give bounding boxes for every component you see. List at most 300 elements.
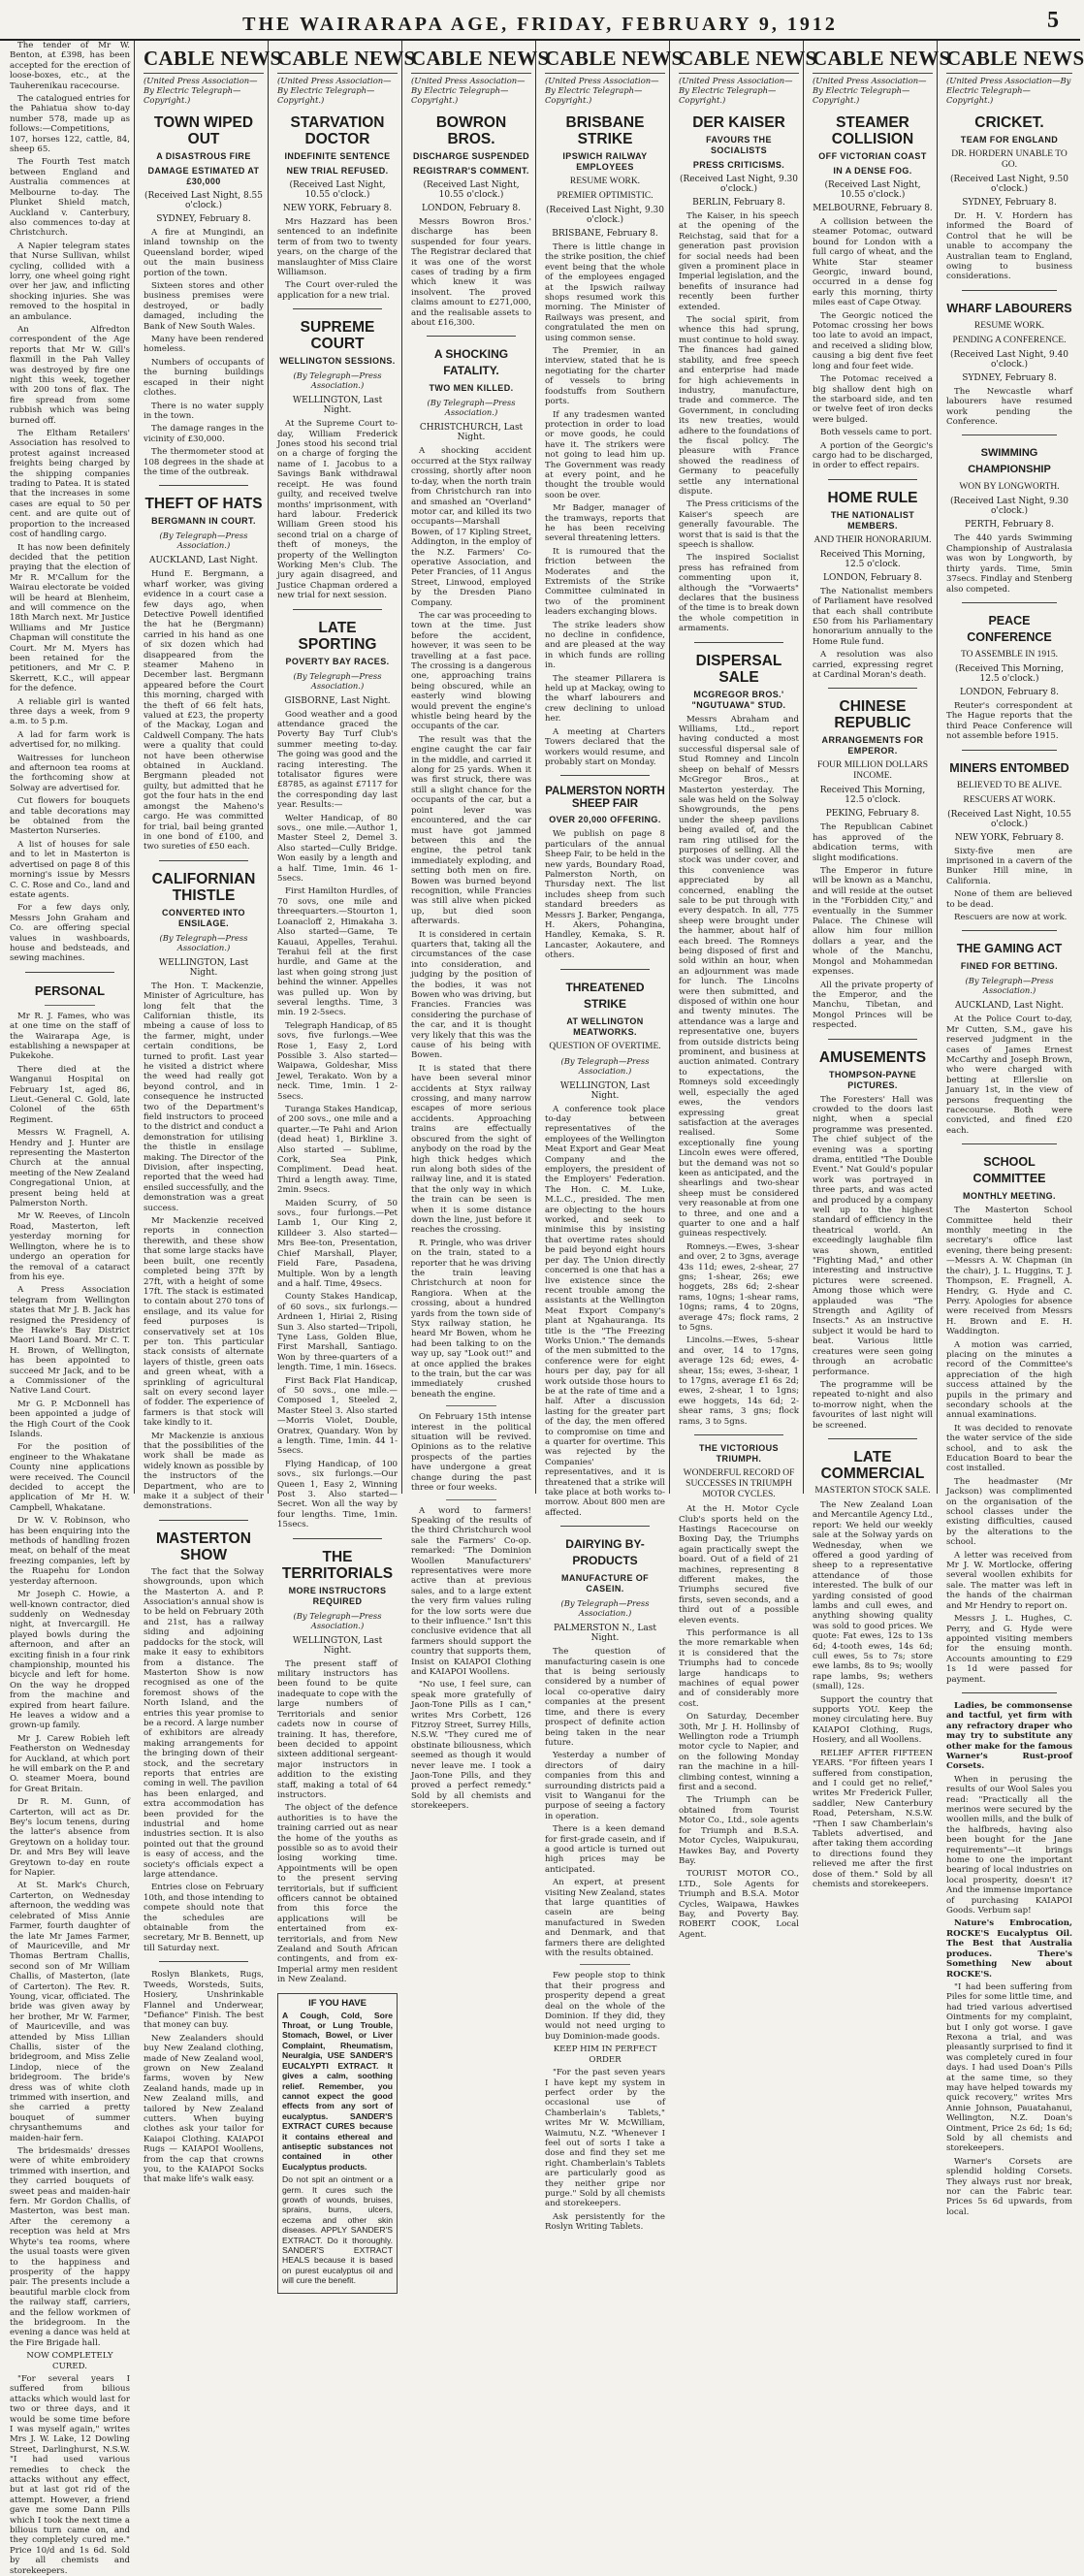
paragraph: A list of houses for sale and to let in Masterton is advertised on page 8 of this morning's issue by Messrs C. C. Rose and Co., land and estate agents. <box>10 839 130 900</box>
dateline: AUCKLAND, Last Night. <box>149 556 258 566</box>
headline-late-sporting: LATE SPORTING <box>298 619 377 653</box>
page-number: 5 <box>1047 8 1059 33</box>
dateline: LONDON, February 8. <box>823 572 922 583</box>
ad-headline: THE VICTORIOUS TRIUMPH. <box>699 1443 779 1465</box>
paragraph: If any tradesmen wanted protection in order to load or move goods, he could have it. The strikers were not going to lead him up. The Government was ready at every point, and he thought the trouble would soon be over. <box>545 409 665 500</box>
paragraph: The headmaster (Mr Jackson) was complimented on the organisation of the school classes under the existing difficulties, caused by the alterations to the school. <box>946 1476 1072 1548</box>
paragraph: The social spirit, from whence this had sprung, must continue to hold sway. The finances had gained stability, and free speech and enterprise had made for high achievements in industry, manufacture, trade and commerce. The Government, in concluding its new treaties, would adhere to the foundations of the fiscal policy. The pleasure with France showed the readiness of Germany to peacefully settle any international dispute. <box>679 315 799 497</box>
paragraph: It is stated that there have been several minor accidents at Styx railway crossing, and many narrow escapes of more serious accidents. Approaching trains are effectually obscured from the sight of anybody on the road by the high thick hedges which run along both sides of the railway line, and it is stated that the only way in which the train can be seen is when it is some distance down the line, just before it reaches the crossing. <box>411 1063 531 1236</box>
paragraph: None of them are believed to be dead. <box>946 889 1072 910</box>
paragraph: The Fourth Test match between England and Australia commences at Melbourne to-day. The Plunket Shield match, Auckland v. Canterbury, also commences to-day at Christchurch. <box>10 157 130 239</box>
ad-paragraph: "No use, I feel sure, can speak more gratefully of Jaon-Tone Pills as I can," writes Mrs Corbett, 126 Fitzroy Street, Surrey Hills, N.S.W. "They cured me of obstinate biliousness, which seemed as though it would never leave me. I took a Jaon-Tone Pills, and they proved a perfect remedy." Sold by all chemists and storekeepers. <box>411 1680 531 1812</box>
subhead: CONVERTED INTO ENSILAGE. <box>162 907 245 928</box>
subhead: IN A DENSE FOG. <box>833 166 912 176</box>
paragraph: Mr Mackenzie is anxious that the possibilities of the work shall be made as widely known as possible by the instructors of the Department, who are to make it a subject of their demonstrations. <box>143 1431 264 1512</box>
ad-paragraph: "For several years I suffered from bilious attacks which would last for two or three days, and it would be some time before I was myself again," writes Mrs J. W. Lake, 12 Dowling Street, Darlinghurst, N.S.W. "I had used various remedies to check the attacks without any effect, but at last got rid of the attempt. However, a friend gave me some Dann Pills which I took the next time a bilious turn came on, and they completely cured me." Price 10/d and 1s 6d. Sold by all chemists and storekeepers. <box>10 2373 130 2576</box>
headline-sheep-fair: PALMERSTON NORTH SHEEP FAIR <box>545 786 665 811</box>
paragraph: The object of the defence authorities is to have the training carried out as near the home of the youths as possible so as to avoid their losing working time. Appointments will be open to the present serving territorials, but if sufficient officers cannot be obtained from this force the applications will be entertained from ex-territorials, and from New Zealand and South African contingents, and from ex-Imperial army men resident in New Zealand. <box>277 1803 398 1985</box>
ad-paragraph: At the H. Motor Cycle Club's sports held on the Hastings Racecourse on Boxing Day, the Triumphs again practically swept the board. Out of a field of 21 machines, representing 8 different makes, the Triumphs secured five firsts, seven seconds, and a third out of a possible eleven events. <box>679 1504 799 1626</box>
ad-paragraph: A word to farmers! Speaking of the results of the third Christchurch wool sale the Farmers' Co-op. remarked: "The Dominion Woollen Manufacturers' representatives were more active than at previous sales, and to a large extent the very firm values ruling for the low sorts were due to their influence." Isn't this conclusive evidence that all farmers should support the country that supports them, Insist on KAIAPOI Clothing and KAIAPOI Woollens. <box>411 1505 531 1677</box>
divider <box>828 688 917 689</box>
paragraph: The Emperor in future will be known as a Manchu, and will reside at the outset in the "Forbidden City," and eventually in the Summer Palace. The Chinese will allow him four million dollars a year, and the whole of the Manchu, Mongol and Mohammedan expenses. <box>813 866 933 978</box>
subhead: MANUFACTURE OF CASEIN. <box>560 1573 650 1594</box>
subhead: WONDERFUL RECORD OF SUCCESSES IN TRIUMPH MOTOR CYCLES. <box>683 1468 795 1500</box>
headline-steamer-collision: STEAMER COLLISION <box>831 114 914 147</box>
paragraph: It is rumoured that the friction between the Moderates and the Extremists of the Strike Committee culminated in two of the prominent leaders exchanging blows. <box>545 546 665 618</box>
paragraph: At St. Mark's Church, Carterton, on Wednesday afternoon, the wedding was celebrated of Miss Annie Farmer, fourth daughter of the late Mr James Farmer, of Mauriceville, and Mr Thomas Bertram Challis, second son of Mr William Challis, of Masterton, (late of Carterton). The Rev. R. Young, vicar, officiated. The bride was given away by her brother, Mr W. Farmer, of Mauriceville, and was attended by Miss Lillian Challis, sister of the bridegroom, and Miss Zelie Lindop, niece of the bridegroom. The bride's dress was of white cloth trimmed with insertion, and she carried a pretty bouquet of summer chrysanthemums and maiden-hair fern. <box>10 1881 130 2143</box>
ad-title: IF YOU HAVE <box>308 1997 367 2009</box>
dateline: MELBOURNE, February 8. <box>813 204 933 213</box>
ad-paragraph: Ask persistently for the Roslyn Writing Tablets. <box>545 2211 665 2233</box>
paragraph: There is no water supply in the town. <box>143 401 264 421</box>
paragraph: The car was proceeding to town at the time. Just before the accident, however, it was seen to be travelling at a fast pace. The crossing is a dangerous one, approaching trains being obscured, while an easterly wind blowing would prevent the engine's whistle being heard by the occupants of the car. <box>411 610 531 732</box>
headline-late-commercial: LATE COMMERCIAL <box>820 1448 925 1482</box>
paragraph: There is a keen demand for first-grade casein, and if a good article is turned out high prices may be anticipated. <box>545 1824 665 1875</box>
headline-brisbane-strike: BRISBANE STRIKE <box>565 114 645 147</box>
dateline: WELLINGTON, Last Night. <box>158 957 249 978</box>
subhead: THE NATIONALIST MEMBERS. <box>830 509 915 531</box>
paragraph: A resolution was also carried, expressing regret at Cardinal Moran's death. <box>813 650 933 680</box>
subhead: PRESS CRITICISMS. <box>692 160 785 170</box>
advertisement-box <box>277 1993 398 2294</box>
paragraph: Telegraph Handicap, of 85 sovs, five furlongs.—Wee Rose 1, Easy 2, Lord Possible 3. Also started—Waipawa, Goldeshar, Miss Jewel, Terakato. Won by a neck. Time, 1min. 1 2-5secs. <box>277 1020 398 1102</box>
subhead: POVERTY BAY RACES. <box>285 656 390 666</box>
paragraph: A motion was carried, placing on the minutes a record of the Committee's appreciation of the high success attained by the pupils in the primary and secondary schools at the annual examinations. <box>946 1339 1072 1421</box>
paragraph: A Press Association telegram from Wellington states that Mr J. B. Jack has resigned the Presidency of the Hawke's Bay District Maori Land Board. Mr C. T. H. Brown, of Wellington, has been appointed to succeed Mr Jack, and to be a Commissioner of the Native Land Court. <box>10 1285 130 1397</box>
dateline: WELLINGTON, Last Night. <box>292 396 383 416</box>
received-line: (Received Last Night, 10.55 o'clock.) <box>423 180 520 200</box>
credit-line: (By Telegraph—Press Association.) <box>560 1598 650 1619</box>
paragraph: A meeting at Charters Towers declared that the workers would resume, and probably start on Monday. <box>545 726 665 767</box>
section-heading-cable-news: CABLE NEWS <box>545 47 665 74</box>
ad-paragraph: The Triumph can be obtained from Tourist Motor Co., Ltd., sole agents for Triumph and B.S.A. Motor Cycles, Waipukurau, Hawkes Bay, and Poverty Bay. <box>679 1795 799 1866</box>
ad-paragraph: Few people stop to think that their progress and prosperity depend a great deal on the whole of the Dominion. If they did, they would not need urging to buy Dominion-made goods. <box>545 1971 665 2042</box>
headline-masterton-show: MASTERTON SHOW <box>156 1530 251 1563</box>
ad-paragraph: Warner's Corsets are splendid holding Corsets. They always rust nor break, nor can the Fabric tear. Prices 5s 6d upwards, from local. <box>946 2156 1072 2217</box>
divider <box>446 1405 496 1406</box>
paragraph: A shocking accident occurred at the Styx railway crossing, shortly after noon to-day, when the north train from Christchurch ran into and smashed an "Overland" motor car, and killed its two occupants—Marshall Bowen, of 17 Kipling Street, Addington, in the employ of the N.Z. Farmers' Co-operative Association, and Peter Francies, of 11 Angus Street, Linwood, employed by the Dresden Piano Company. <box>411 446 531 608</box>
paragraph: The fact that the Solway showgrounds, upon which the Masterton A. and P. Association's annual show is to be held on February 20th and 21st, has a railway siding and adjoining paddocks for the stock, will make it easy to exhibitors from a distance. The Masterton Show is now recognised as one of the foremost shows of the North Island, and the entries this year promise to be a record. A large number of exhibitors are already making arrangements for the bringing down of their stock, and the secretary reports that entries are coming in well. The pavilion has been enlarged, and extra accommodation has been provided for the industrial and home industries section. It is also pointed out that the ground is easy of access, and the society's officials expect a large attendance. <box>143 1566 264 1881</box>
headline-miners-entombed: MINERS ENTOMBED <box>949 760 1069 775</box>
headline-home-rule: HOME RULE <box>827 489 918 506</box>
headline-dispersal-sale: DISPERSAL SALE <box>695 652 782 686</box>
paragraph: The New Zealand Loan and Mercantile Agency Ltd., report: We held our weekly sale at the Solway yards on Wednesday, when we offered a good yarding of sheep to a representative attendance of those interested. The bulk of our yarding consisted of good lambs and cull ewes, and anything showing quality was sold to good prices. We quote: Fat ewes, 12s to 13s 6d; 4-tooth ewes, 14s 6d; cull ewes, 5s to 7s; store ewe lambs, 8s to 9s; woolly rape lambs, 9s; wethers (small), 12s. <box>813 1499 933 1692</box>
paragraph: Messrs Abraham and Williams, Ltd., report having conducted a most successful dispersal sale of Stud Romney and Lincoln sheep on behalf of Messrs McGregor Bros., at Masterton yesterday. The sale was held on the Solway Showgrounds, the pens under the sheep pavilions being availed of, and the ram ring utilised for the purposes of selling. All the stock was under cover, and this convenience was appreciated by all concerned, enabling the sale to be put through with every despatch. In all, 775 sheep were brought under the hammer, about half of each breed. The Romneys being disposed of first and sold within an hour, when an adjournment was made for lunch. The Lincolns were then submitted, and disposed of within one hour and twenty minutes. The attendance was a large and representative one, buyers from outside districts being prominent, and business at auction animated. Contrary to expectations, the Romneys sold exceedingly well, especially the aged ewes, the vendors expressing great satisfaction at the averages realised. Some exceptionally fine young Lincoln ewes were offered, but the demand was not so keen as anticipated, and the shearlings and two-shear sheep must be considered very reasonable at from one to three, and one and a quarter to one and a half guineas respectively. <box>679 714 799 1240</box>
dateline: SYDNEY, February 8. <box>962 372 1057 383</box>
divider <box>962 750 1057 751</box>
credit-line: (United Press Association—By Electric Telegraph—Copyright.) <box>545 76 659 105</box>
paragraph: The damage ranges in the vicinity of £30,000. <box>143 424 264 444</box>
credit-line: (By Telegraph—Press Association.) <box>159 932 248 952</box>
received-line: (Received Last Night, 9.30 o'clock.) <box>545 206 665 225</box>
subhead: THOMPSON-PAYNE PICTURES. <box>828 1069 917 1090</box>
paragraph: Welter Handicap, of 80 sovs., one mile.—Author 1, Master Steel 2, Demel 3. Also started—Cully Bridge. Won easily by a length and a half. Time, 1min. 46 1-5secs. <box>277 813 398 885</box>
paragraph: A lad for farm work is advertised for, no milking. <box>10 729 130 751</box>
subhead: DR. HORDERN UNABLE TO GO. <box>951 149 1068 170</box>
dateline: GISBORNE, Last Night. <box>284 695 391 706</box>
credit-line: (United Press Association—By Electric Telegraph—Copyright.) <box>277 76 392 105</box>
paragraph: It is considered in certain quarters that, taking all the circumstances of the case into consideration, and judging by the position of the bodies, it was not Bowen who was driving, but Francies. Francies was considering the purchase of the car, and it is thought very likely that this was the cause of his being with Bowen. <box>411 929 531 1061</box>
paragraph: An Alfredton correspondent of the Age reports that Mr W. Gill's flaxmill in the Pah Valley was destroyed by fire one night this week, together with 200 tons of flax. The fire spread from some rubbish which was being burned off. <box>10 324 130 426</box>
dateline: BRISBANE, February 8. <box>552 229 658 239</box>
headline-town-wiped-out: TOWN WIPED OUT <box>153 114 254 147</box>
ad-paragraph: Nature's Embrocation, ROCKE'S Eucalyptus Oil. The Best that Australia produces. There's Something New about ROCKE'S. <box>946 1918 1072 1980</box>
paragraph: An expert, at present visiting New Zealand, states that large quantities of casein are being manufactured in Sweden and Denmark, and that farmers there are delighted with the results obtained. <box>545 1878 665 1959</box>
paragraph: Many have been rendered homeless. <box>143 335 264 355</box>
paragraph: For the position of engineer to the Whakatane County nine applications were received. The Council decided to accept the application of Mr H. W. Campbell, Whakatane. <box>10 1442 130 1513</box>
divider <box>580 1964 630 1965</box>
dateline: AUCKLAND, Last Night. <box>955 1001 1064 1012</box>
divider <box>159 485 248 486</box>
paragraph: The Potomac received a big shallow dent high on the starboard side, and ten or twelve feet of iron decks were bulged. <box>813 374 933 425</box>
headline-cricket: CRICKET. <box>974 114 1044 131</box>
dateline: SYDNEY, February 8. <box>156 214 251 224</box>
headline-gaming-act: THE GAMING ACT <box>956 942 1063 956</box>
paragraph: The Kaiser, in his speech at the opening of the Reichstag, said that for a generation past provision for social needs had been given a prominent place in Imperial legislation, and the benefits of insurance had recently been further extended. <box>679 211 799 312</box>
paragraph: The programme will be repeated to-night and also to-morrow night, when the favourites of last night will be screened. <box>813 1379 933 1431</box>
subhead: OVER 20,000 OFFERING. <box>549 815 661 825</box>
subhead: FOUR MILLION DOLLARS INCOME. <box>817 760 928 782</box>
credit-line: (United Press Association—By Electric Telegraph—Copyright.) <box>946 76 1071 105</box>
paragraph: Mr Joseph C. Howie, a well-known contractor, died suddenly on Wednesday night, at Invercargill. He played bowls during the afternoon, and after an exciting finish in a four rink championship, mounted his bicycle and left for home. On the way he dropped from the machine and expired from heart failure. He leaves a widow and a grown-up family. <box>10 1590 130 1731</box>
headline-der-kaiser: DER KAISER <box>692 114 785 131</box>
paragraph: The question of manufacturing casein is one that is being seriously considered by a number of local co-operative dairy companies at the present time, and there is every prospect of definite action being taken in the near future. <box>545 1647 665 1748</box>
divider <box>962 290 1057 291</box>
subhead: RESCUERS AT WORK. <box>963 794 1056 805</box>
credit-line: (By Telegraph—Press Association.) <box>293 370 382 391</box>
headline-theft-of-hats: THEFT OF HATS <box>144 496 263 513</box>
received-line: (Received Last Night, 9.40 o'clock.) <box>949 349 1069 370</box>
paragraph: A reliable girl is wanted three days a week, from 9 a.m. to 5 p.m. <box>10 696 130 727</box>
column-5 <box>541 41 684 2233</box>
headline-californian-thistle: CALIFORNIAN THISTLE <box>151 870 256 904</box>
paragraph: The steamer Pillarera is held up at Mackay, owing to the wharf labourers and crew declining to unload her. <box>545 673 665 724</box>
credit-line: (By Telegraph—Press Association.) <box>560 1055 650 1076</box>
ad-paragraph: When in perusing the results of our Wool Sales you read: "Practically all the merinos were secured by the woollen mills, and the bulk of the halfbreds, having also been bought for the Jane requirements"—it brings home to one the important bearing of local industries on local prosperity, doesn't it? And the immense importance of purchasing KAIAPOI Goods. Verbum sap! <box>946 1774 1072 1916</box>
credit-line: (By Telegraph—Press Association.) <box>965 976 1054 996</box>
paragraph: Good weather and a good attendance graced the Poverty Bay Turf Club's summer meeting to-day. The going was good and the racing interesting. The totalisator figures were £8785, as against £7117 for the corresponding day last year. Results:— <box>277 709 398 811</box>
subhead: AT WELLINGTON MEATWORKS. <box>566 1015 644 1037</box>
paragraph: The Foresters' Hall was crowded to the doors last night, when a special programme was presented. The chief subject of the evening was a sporting drama, entitled "The Double Event." Nat Gould's popular work was portrayed in three parts, and was acted and produced by a company well up to the highest standard of efficiency in the theatrical world. An exceedingly laughable film was shown, entitled "Fighting Mad," and other interesting and instructive pictures were screened. Among those which were applauded was "The Strength and Agility of Insects." As an instructive subject it would be hard to beat. Various little creatures were seen going through an acrobatic performance. <box>813 1094 933 1377</box>
received-line: (Received Last Night, 9.30 o'clock.) <box>949 497 1069 517</box>
paragraph: Flying Handicap, of 100 sovs., six furlongs.—Our Queen 1, Easy 2, Winning Post 3. Also started—Secret. Won all the way by four lengths. Time, 1min. 15secs. <box>277 1459 398 1530</box>
divider <box>694 642 783 643</box>
divider <box>560 969 650 970</box>
paragraph: Maiden Scurry, of 50 sovs., four furlongs.—Pet Lamb 1, Our King 2, Killdeer 3. Also started—Mrs Bee-ton, Presentation, Chief Marshall, Player, Field Fare, Pasadena, Multiple. Won by a length and a half. Time, 49secs. <box>277 1198 398 1289</box>
paragraph: Entries close on February 10th, and those intending to compete should note that the schedules are obtainable from the secretary, Mr B. Bennett, up till Saturday next. <box>143 1883 264 1953</box>
subhead: MASTERTON STOCK SALE. <box>814 1485 931 1496</box>
subhead: ARRANGEMENTS FOR EMPEROR. <box>821 735 924 757</box>
credit-line: (United Press Association—By Electric Telegraph—Copyright.) <box>679 76 793 105</box>
received-line: (Received Last Night, 10.55 o'clock.) <box>824 180 921 200</box>
divider <box>962 1143 1057 1144</box>
paragraph: The Masterton School Committee held their monthly meeting in the secretary's office last evening, there being present:—Messrs A. W. Chapman (in the chair), J. L. Huggins, T. J. Thompson, E. Fragnell, A. Hendry, G. Hyde and C. Perry. Apologies for absence were received from Messrs H. Brown and E. H. Waddington. <box>946 1206 1072 1337</box>
subhead: AND THEIR HONORARIUM. <box>813 534 932 545</box>
divider <box>962 602 1057 603</box>
paragraph: It was decided to renovate the water service of the side school, and to ask the Education Board to bear the cost installed. <box>946 1423 1072 1474</box>
paragraph: There is little change in the strike position, the chief event being that the whole of the employees engaged at the Ipswich railway shops resumed work this morning. The Minister of Railways was present, and congratulated the men on using common sense. <box>545 242 665 343</box>
subhead: DAMAGE ESTIMATED AT £30,000 <box>147 166 260 186</box>
section-heading-cable-news: CABLE NEWS <box>679 47 799 74</box>
divider <box>828 479 917 480</box>
divider <box>159 860 248 861</box>
subhead: MCGREGOR BROS.' "NGUTUAWA" STUD. <box>691 689 786 710</box>
ad-paragraph: "I had been suffering from Piles for some little time, and had tried various advertised Ointments for my complaint, but I only got worse. I gave Rexona a trial, and was pleasantly surprised to find it was completely cured in four days. I had used Doan's Pills at the same time, so they may have helped towards my quick recovery," writes Mrs Annie Johnson, Pauatahanui, Wellington, N.Z. Doan's Ointment, Price 2s 6d; 1s 6d; Sold by all chemists and storekeepers. <box>946 1981 1072 2154</box>
column-7 <box>809 41 951 1889</box>
divider <box>293 1538 382 1539</box>
dateline: LONDON, February 8. <box>960 687 1059 697</box>
divider <box>293 609 382 610</box>
paragraph: A conference took place to-day between representatives of the employees of the Wellington Meat Export and Gear Meat Company and the employers, the president of the Employers' Federation. The Hon. C. M. Luke, M.L.C., presided. The men are objecting to the hours worked, and seek to minimise this by insisting that overtime rates should be paid beyond eight hours per day. The Union directly concerned is one that has a live existence since the recent trouble among the assistants at the Wellington Meat Export Company's plant at Ngahauranga. Its title is the "The Freezing Works Union." The demands of the men submitted to the conference were for eight hours per day, pay for all work outside those hours to be at the rate of time and a half. After a discussion lasting for the greater part of the day, the men offered to compromise on time and a quarter for overtime. This was rejected by the Companies' representatives, and it is threatened that a strike will take place at both works to-morrow. About 800 men are affected. <box>545 1104 665 1518</box>
paragraph: Mrs Hazzard has been sentenced to an indefinite term of from two to twenty years, on the charge of the manslaughter of Miss Claire Williamson. <box>277 217 398 278</box>
paragraph: A portion of the Georgic's cargo had to be discharged, in order to effect repairs. <box>813 440 933 471</box>
dateline: NEW YORK, February 8. <box>954 832 1065 843</box>
column-1 <box>6 41 135 2576</box>
paragraph: Dr. H. V. Hordern has informed the Board of Control that he will be unable to accompany the Australian team to England, owing to business considerations. <box>946 211 1072 282</box>
paragraph: On February 15th intense interest in the political situation will be revived. Opinions as to the relative prospects of the parties have undergone a great change during the past three or four weeks. <box>411 1412 531 1494</box>
credit-line: (United Press Association—By Electric Telegraph—Copyright.) <box>143 76 258 105</box>
subhead: DISCHARGE SUSPENDED <box>412 151 530 161</box>
ad-paragraph: New Zealanders should buy New Zealand clothing, made of New Zealand wool, grown on New Zealand farms, woven by New Zealand hands, made up in New Zealand mills, and tailored by New Zealand cutters. When buying clothes ask your tailor for Kaiapoi Clothing. KAIAPOI Rugs — KAIAPOI Woollens, from the cap that crowns you, to the KAIAPOI Socks that make life's walk easy. <box>143 2033 264 2185</box>
column-6 <box>675 41 817 1940</box>
paragraph: We publish on page 8 particulars of the annual Sheep Fair, to be held in the new yards, Boundary Road, Palmerston North, on Thursday next. The list includes sheep from such standard breeders as Messrs J. Barker, Penganga, H. Akers, Pohangina, Handley, Kemaka, S. R. Lancaster, Aokautere, and others. <box>545 829 665 961</box>
subhead: FINED FOR BETTING. <box>960 961 1059 972</box>
subhead: TWO MEN KILLED. <box>429 383 514 394</box>
subhead: PREMIER OPTIMISTIC. <box>557 191 654 201</box>
paragraph: The Georgic noticed the Potomac crossing her bows too late to avoid an impact, and received a sliding blow, causing a big dent five feet long and four feet wide. <box>813 310 933 371</box>
paragraph: Both vessels came to port. <box>820 428 933 438</box>
divider <box>828 1039 917 1040</box>
paragraph: Mr W. Reeves, of Lincoln Road, Masterton, left yesterday morning for Wellington, where he is to undergo an operation for the removal of a cataract from his eye. <box>10 1211 130 1282</box>
divider <box>25 972 114 973</box>
paragraph: Messrs Bowron Bros.' discharge has been suspended for four years. The Registrar declared that it was one of the worst cases of trading by a firm which knew it was insolvent. The proved claims amount to £271,000, and the realisable assets to about £16,300. <box>411 217 531 329</box>
subhead: BERGMANN IN COURT. <box>151 516 256 527</box>
paragraph: A collision between the steamer Potomac, outward bound for London with a full cargo of wheat, and the White Star steamer Georgic, inward bound, occurred in a dense fog early this morning, thirty miles east of Cape Otway. <box>813 217 933 308</box>
dateline: BERLIN, February 8. <box>692 198 785 208</box>
paragraph: The result was that the engine caught the car fair in the middle, and carried it along for 25 yards. When it was first struck, there was still a slight chance for the occupants of the car, but a point lever was encountered, and the car must have got jammed between this and the engine, the petrol tank immediately exploding, and setting both men on fire. Bowen was burned beyond recognition, while Francies was still alive when picked up, but died soon afterwards. <box>411 734 531 927</box>
subhead: QUESTION OF OVERTIME. <box>549 1041 661 1051</box>
column-4 <box>407 41 550 1812</box>
headline-swimming: SWIMMING CHAMPIONSHIP <box>968 447 1051 476</box>
subhead: A DISASTROUS FIRE <box>156 151 251 161</box>
headline-dairying: DAIRYING BY-PRODUCTS <box>565 1537 645 1568</box>
paragraph: Rescuers are now at work. <box>954 912 1068 922</box>
paragraph: Lincolns.—Ewes, 5-shear and over, 14 to 17gns, average 12s 6d; ewes, 4-shear, 15s; ewes, 3-shear, 1 to 17gns, average £1 6s 2d; ewes, 2-shear, 1 to 1gns; ewe hoggets, 14s 6d; 2-shear rams, 3 gns; flock rams, 3 to 5gns. <box>679 1336 799 1427</box>
divider <box>962 1692 1057 1693</box>
ad-paragraph: "For the past seven years I have kept my system in perfect order by the occasional use of Chamberlain's Tablets," writes Mr W. McWilliam, Waimutu, N.Z. "Whenever I feel out of sorts I take a dose and find they set me right. Chamberlain's Tablets are particularly good as they neither gripe nor purge." Sold by all chemists and storekeepers. <box>545 2068 665 2209</box>
paragraph: All the private property of the Emperor, and the Manchu, Tibetan, and Mongol Princes will be respected. <box>813 980 933 1031</box>
credit-line: (By Telegraph—Press Association.) <box>293 670 382 691</box>
section-heading-cable-news: CABLE NEWS <box>277 47 398 74</box>
subhead: PENDING A CONFERENCE. <box>952 335 1067 345</box>
paragraph: The bridesmaids' dresses were of white embroidery trimmed with insertion, and they carried bouquets of sweet peas and maiden-hair fern. Mr Gordon Challis, of Masterton, was best man. After the ceremony a reception was held at Mrs Whyte's tea rooms, where the usual toasts were given to the happiness and prosperity of the happy pair. The presents include a beautiful marble clock from the railway staff, carriers, and the fellow workmen of the bridegroom. In the evening a dance was held at the Fire Brigade hall. <box>10 2146 130 2348</box>
paragraph: The Press criticisms of the Kaiser's speech are generally favourable. The worst that is said is that the speech is shallow. <box>679 499 799 550</box>
paragraph: A fire at Mungindi, an inland township on the Queensland border, wiped out the main business portion of the town. <box>143 228 264 278</box>
divider <box>427 336 516 337</box>
received-line: (Received Last Night, 9.50 o'clock.) <box>949 175 1069 194</box>
received-line: (Received This Morning, 12.5 o'clock.) <box>954 663 1065 684</box>
headline-amusements: AMUSEMENTS <box>818 1048 927 1066</box>
paragraph: The Court over-ruled the application for a new trial. <box>277 280 398 301</box>
paragraph: The Premier, in an interview, stated that he is negotiating for the charter of vessels to bring foodstuffs from Southern ports. <box>545 346 665 407</box>
subhead: IPSWICH RAILWAY EMPLOYEES <box>562 151 648 172</box>
paragraph: The thermometer stood at 108 degrees in the shade at the time of the outbreak. <box>143 447 264 477</box>
paragraph: The catalogued entries for the Pahiatua show to-day number 578, made up as follows:—Competitions, 107, horses 122, cattle, 84, sheep 65. <box>10 94 130 155</box>
column-2 <box>140 41 282 2185</box>
dateline: LONDON, February 8. <box>422 204 521 213</box>
headline-shocking-fatality: A SHOCKING FATALITY. <box>433 347 509 378</box>
paragraph: The Republican Cabinet has approved of the abdication terms, with slight modifications. <box>813 822 933 863</box>
section-heading-cable-news: CABLE NEWS <box>143 47 264 74</box>
headline-territorials: THE TERRITORIALS <box>281 1548 394 1582</box>
paragraph: The Hon. T. Mackenzie, Minister of Agriculture, has long felt that the Californian thistle, its mbeing a cause of loss to the farmer, might, under certain conditions, be turned to profit. Last year he visited a district where the weed had really got beyond control, and in consequence he instructed two of the Department's field instructors to proceed to the district and conduct a demonstration for utilising the thistle in ensilage making. The Director of the Division, after inspecting, reported that the weed had ensiled successfully, and the demonstration was a great success. <box>143 981 264 1213</box>
divider <box>962 930 1057 931</box>
divider <box>446 1499 496 1500</box>
headline-bowron-bros: BOWRON BROS. <box>435 114 507 147</box>
columns <box>6 41 1084 2576</box>
paragraph: Dr R. M. Gunn, of Carterton, will act as Dr. Bey's locum tenens, during the latter's absence from Greytown on a holiday tour. Dr. and Mrs Bey will leave Greytown to-day en route for Napier. <box>10 1797 130 1879</box>
dateline: PEKING, February 8. <box>825 809 920 820</box>
subhead: MORE INSTRUCTORS REQUIRED <box>288 1585 387 1606</box>
paragraph: The Eltham Retailers' Association has resolved to protest against increased freights being charged by the shipping companies trading to Patea. It is stated that the increases in some cases are equal to 50 per cent. and are quite out of proportion to the increased cost of handling cargo. <box>10 429 130 540</box>
subhead: REGISTRAR'S COMMENT. <box>413 166 529 176</box>
credit-line: (United Press Association—By Electric Telegraph—Copyright.) <box>813 76 927 105</box>
paragraph: Waitresses for luncheon and afternoon tea rooms at the forthcoming show at Solway are advertised for. <box>10 753 130 793</box>
received-line: Received This Morning, 12.5 o'clock. <box>819 549 926 569</box>
paragraph: Turanga Stakes Handicap, of 200 sovs., one mile and a quarter.—Te Pahi and Arion (dead heat) 1, Birkline 3. Also started — Sublime, Cork, Sea Pink, Compliment. Dead heat. Third a length away. Time, 2min. 9secs. <box>277 1105 398 1196</box>
divider <box>828 1438 917 1439</box>
divider <box>159 1961 248 1962</box>
ad-heading: KEEP HIM IN PERFECT ORDER <box>553 2045 657 2065</box>
subhead: MONTHLY MEETING. <box>963 1191 1056 1202</box>
ad-paragraph: RELIEF AFTER FIFTEEN YEARS. "For fifteen years I suffered from constipation, and I could get no relief," writes Mr Frederick Fuller, saddler, New Canterbury Road, Petersham, N.S.W. "Then I saw Chamberlain's Tablets advertised, and after taking them according to directions found they relieved me after the first dose of them." Sold by all chemists and storekeepers. <box>813 1748 933 1889</box>
subhead: RESUME WORK. <box>569 177 641 186</box>
paragraph: Numbers of occupants of the burning buildings escaped in their night clothes. <box>143 357 264 399</box>
headline-threatened-strike: THREATENED STRIKE <box>565 980 645 1011</box>
paragraph: Mr J. Carew Robieh left Featherston on Wednesday for Auckland, at which port he will embark on the P. and O. steamer Moera, bound for Great Britain. <box>10 1733 130 1794</box>
subhead: WELLINGTON SESSIONS. <box>279 356 396 367</box>
received-line: (Received Last Night, 9.30 o'clock.) <box>679 175 799 194</box>
column-8 <box>942 41 1084 2217</box>
headline-supreme-court: SUPREME COURT <box>300 319 375 353</box>
dateline: WELLINGTON, Last Night. <box>292 1635 383 1656</box>
section-heading-cable-news: CABLE NEWS <box>813 47 933 74</box>
paragraph: Reuter's correspondent at The Hague reports that the third Peace Conference will not assemble before 1915. <box>946 700 1072 742</box>
subhead: TO ASSEMBLE IN 1915. <box>960 649 1059 660</box>
paragraph: Mr G. P. McDonnell has been appointed a judge of the High Court of the Cook Islands. <box>10 1399 130 1439</box>
section-heading-cable-news: CABLE NEWS <box>411 47 531 74</box>
paragraph: First Hamilton Hurdles, of 70 sovs, one mile and threequarters.—Stourton 1, Loanacloff 2, Himakaha 3. Also started—Game, Te Kauaui, Appelles, Terahui. Terahui fell at the first hurdle, and Game at the last when going strong just behind the winner. Appelles was pulled up. Won by several lengths. Time, 3 min. 19 2-5secs. <box>277 886 398 1018</box>
subhead: INDEFINITE SENTENCE <box>284 151 391 161</box>
credit-line: (By Telegraph—Press Association.) <box>159 531 248 551</box>
paragraph: At the Supreme Court to-day, William Frederick Jones stood his second trial on a charge of forging the name of I. Jacobus to a Savings Bank withdrawal receipt. He was found guilty, and received twelve months' imprisonment, with hard labour. Frederick William Green stood his second trial on a charge of theft of moneys, the property of the Wellington Working Men's Club. The jury again disagreed, and Justice Chapman ordered a new trial for next session. <box>277 419 398 601</box>
masthead <box>0 0 1080 41</box>
paragraph: Sixteen stores and other business premises were destroyed, or badly damaged, including the Bank of New South Wales. <box>143 281 264 332</box>
dateline: NEW YORK, February 8. <box>282 204 393 213</box>
subhead: TEAM FOR ENGLAND <box>960 135 1059 145</box>
paragraph: Cut flowers for bouquets and table decorations may be obtained from the Masterton Nurseries. <box>10 796 130 837</box>
subhead: RESUME WORK. <box>973 320 1045 331</box>
column-3 <box>273 41 416 2286</box>
paragraph: The Newcastle wharf labourers have resumed work pending the Conference. <box>946 386 1072 428</box>
paragraph: County Stakes Handicap, of 60 sovs., six furlongs.—Ardneen 1, Hiriai 2, Rising Sun 3. Also started—Tripoli, Tyne Lass, Golden Blue, First Marshall, Santiago. Won by three-quarters of a length. Time, 1 min. 16secs. <box>277 1292 398 1373</box>
divider <box>694 1434 783 1435</box>
subhead: FAVOURS THE SOCIALISTS <box>706 135 772 155</box>
paragraph: Mr Mackenzie received reports in connection therewith, and these show that some large stacks have been built, one recently completed being 37ft by 27ft, with a height of some 17ft. The stack is estimated to contain about 270 tons of ensilage, and its value for feed purposes is conservatively set at 10s per ton. This particular stack consists of alternate layers of thistle, green oats and green wheat, with a sprinkling of agricultural salt on every second layer of fodder. The experience of farmers is that stock will take kindly to it. <box>143 1216 264 1429</box>
paragraph: Messrs J. L. Hughes, C. Perry, and G. Hyde were appointed visiting members for the ensuing month. Accounts amounting to £29 1s 1d were passed for payment. <box>946 1614 1072 1685</box>
credit-line: (By Telegraph—Press Association.) <box>427 398 516 418</box>
dateline: PALMERSTON N., Last Night. <box>553 1624 656 1644</box>
dateline: SYDNEY, February 8. <box>962 198 1057 208</box>
section-heading-cable-news: CABLE NEWS <box>946 47 1072 74</box>
dateline: PERTH, February 8. <box>965 520 1054 531</box>
ad-paragraph: This performance is all the more remarkable when it is considered that the Triumphs had to concede large handicaps to machines of equal power and of considerably more cost. <box>679 1627 799 1709</box>
ad-paragraph: Do not spit an ointment or a germ. It cures such the growth of wounds, bruises, sprains, burns, ulcers, eczema and other skin diseases. APPLY SANDER'S EXTRACT. Do it thoroughly. SANDER'S EXTRACT HEALS because it is based on purest eucalyptus oil and will cure the benefit. <box>282 2174 393 2286</box>
dateline: WELLINGTON, Last Night. <box>559 1080 651 1101</box>
paragraph: Romneys.—Ewes, 3-shear and over, 2 to 3gns, average 43s 11d; ewes, 2-shear, 27 gns; 1-shear, 26s; ewe hoggets, 28s 6d; 2-shear rams, 10gns; 1-shear rams, 10gns; rams, 4 to 20gns, average 47s; flock rams, 2 to 5gns. <box>679 1241 799 1334</box>
paragraph: The present staff of military instructors has been found to be quite inadequate to cope with the large numbers of Territorials and senior cadets now in course of training. It has, therefore, been decided to appoint sixteen additional sergeant-major instructors in addition to the existing staff, making a total of 64 instructors. <box>277 1658 398 1800</box>
ad-paragraph: Support the country that supports YOU. Keep the money circulating here. Buy KAIAPOI Clothing, Rugs, Hosiery, and all Woollens. <box>813 1694 933 1746</box>
paragraph: R. Pringle, who was driver on the train, stated to a reporter that he was driving the train leaving Christchurch at noon for Rangiora. When at the crossing, about a hundred yards from the town side of Styx railway station, he heard Mr Bowen, whom he had been talking to on the way up, say "Look out!" and at once applied the brakes to the train, but the car was immediately crushed beneath the engine. <box>411 1238 531 1400</box>
paragraph: Sixty-five men are imprisoned in a cavern of the Bunker Hill mine, in California. <box>946 846 1072 886</box>
ad-heading: NOW COMPLETELY CURED. <box>26 2351 113 2371</box>
subhead: WON BY LONGWORTH. <box>959 482 1060 493</box>
divider <box>45 1005 95 1006</box>
ad-paragraph: TOURIST MOTOR CO., LTD., Sole Agents for Triumph and B.S.A. Motor Cycles, Waipawa, Hawkes Bay, and Poverty Bay. ROBERT COOK, Local Agent. <box>679 1869 799 1940</box>
paragraph: The Nationalist members of Parliament have resolved that each shall contribute £50 from his Parliamentary honorarium annually to the Home Rule fund. <box>813 586 933 647</box>
paragraph: Hund E. Bergmann, a wharf worker, was giving evidence in a court case a few days ago, when Detective Powell identified the hat he (Bergmann) carried in his hand as one of six dozen which had disappeared from the steamer Maheno in December last. Bergmann appeared before the Court this morning, charged with the theft of 66 felt hats, valued at £23, the property of the Mackay, Logan and Caldwell Company. The hats were a quality that could not have been otherwise obtained in Auckland. Bergmann pleaded not guilty, but admitted that he got the four hats in the end amongst the Maheno's cargo. He was committed for trial, bail being granted in one bond of £100, and two sureties of £50 each. <box>143 569 264 853</box>
paragraph: There died at the Wanganui Hospital on February 1st, aged 86, Lieut.-General C. Gold, late Colonel of the 65th Regiment. <box>10 1064 130 1125</box>
ad-paragraph: Ladies, be commonsense and tactful, yet firm with any refractory draper who may try to substitute any other make for the famous Warner's Rust-proof Corsets. <box>946 1700 1072 1772</box>
subhead: OFF VICTORIAN COAST <box>818 151 927 161</box>
ad-paragraph: On Saturday, December 30th, Mr J. H. Hollinsby of Wellington rode a Triumph motor cycle to Napier, and on the following Monday ran the machine in a hill-climbing contest, winning a first and a second. <box>679 1712 799 1793</box>
headline-starvation-doctor: STARVATION DOCTOR <box>290 114 385 147</box>
headline-wharf-labourers: WHARF LABOURERS <box>946 301 1072 315</box>
paragraph: The strike leaders show no decline in confidence, and are pleased at the way in which funds are rolling in. <box>545 620 665 671</box>
paragraph: For a few days only, Messrs John Graham and Co. are offering special values in washboards, house and bedsteads, and sewing machines. <box>10 903 130 964</box>
newspaper-title: THE WAIRARAPA AGE, FRIDAY, FEBRUARY 9, 1912 <box>242 14 838 35</box>
received-line: (Received Last Night, 8.55 o'clock.) <box>143 191 264 210</box>
paragraph: It has now been definitely decided that the petition praying that the election of Mr R. M'Callum for the Wairau electorate be voided will be heard at Blenheim, and will commence on the 18th March next. Mr Justice Williams and Mr Justice Chapman will constitute the Court. Mr M. Myers has been retained for the petitioners, and Mr C. P. Skerrett, K.C., will appear for the defence. <box>10 542 130 694</box>
received-line: (Received Last Night, 10.55 o'clock.) <box>947 809 1071 829</box>
headline-school-committee: SCHOOL COMMITTEE <box>972 1155 1046 1186</box>
received-line: (Received Last Night, 10.55 o'clock.) <box>289 180 386 200</box>
paragraph: The 440 yards Swimming Championship of Australasia was won by Longworth, by thirty yards. Time, 5min 37secs. Findlay and Stenberg also competed. <box>946 533 1072 595</box>
headline-personal: PERSONAL <box>34 982 106 998</box>
paragraph: The inspired Socialist press has refrained from commenting upon it, although the "Vorwaerts" declares that the business of the time is to break down the whole competition in armaments. <box>679 553 799 634</box>
paragraph: A Napier telegram states that Nurse Sullivan, whilst cycling, collided with a lorry, one wheel going right over her jaw, and inflicting shocking injuries. She was removed to the hospital in an ambulance. <box>10 241 130 322</box>
divider <box>293 308 382 309</box>
dateline: CHRISTCHURCH, Last Night. <box>419 423 524 443</box>
credit-line: (United Press Association—By Electric Telegraph—Copyright.) <box>411 76 526 105</box>
paragraph: First Back Flat Handicap, of 50 sovs., one mile.—Composed 1, Steeled 2, Master Steel 3. Also started—Morris Violet, Double, Oratrex, Quandary. Won by a length. Time, 1min. 44 1-5secs. <box>277 1375 398 1457</box>
divider <box>159 1520 248 1521</box>
subhead: BELIEVED TO BE ALIVE. <box>956 780 1063 790</box>
received-line: Received This Morning, 12.5 o'clock. <box>819 786 926 806</box>
credit-line: (By Telegraph—Press Association.) <box>293 1610 382 1630</box>
paragraph: The tender of Mr W. Benton, at £398, has been accepted for the erection of loose-boxes, etc., at the Tauherenikau racecourse. <box>10 41 130 91</box>
paragraph: Messrs W. Fragnell, A. Hendry and J. Hunter are representing the Masterton Church at the annual meeting of the New Zealand Congregational Union, at present being held at Palmerston North. <box>10 1128 130 1209</box>
divider <box>560 775 650 776</box>
paragraph: Dr W. V. Robinson, who has been enquiring into the methods of handling frozen meat, on behalf of the meat freezing companies, left by the Ruapehu for London yesterday afternoon. <box>10 1516 130 1587</box>
divider <box>560 1526 650 1527</box>
paragraph: A letter was received from Mr J. W. Mortlocke, offering several woollen exhibits for sale. The matter was left in the hands of the chairman and Mr Hendry to report on. <box>946 1550 1072 1611</box>
ad-paragraph: A Cough, Cold, Sore Throat, or Lung Trouble, Stomach, Bowel, or Liver Complaint, Rheumatism, Neuralgia, USE SANDER'S EUCALYPTI EXTRACT. It gives a calm, soothing relief. Remember, you cannot expect the good effects from any sort of eucalyptus. SANDER'S EXTRACT CURES because it contains ethereal and antiseptic substances not contained in other Eucalyptus products. <box>282 2010 393 2172</box>
subhead: NEW TRIAL REFUSED. <box>286 166 389 176</box>
headline-chinese-republic: CHINESE REPUBLIC <box>834 698 911 732</box>
paragraph: At the Police Court to-day, Mr Cutten, S.M., gave his reserved judgment in the cases of James Ernest McCarthy and Joseph Brown, who were charged with betting at Ellerslie on January 1st, in the view of persons frequenting the racecourse. Both were convicted, and fined £20 each. <box>946 1014 1072 1136</box>
headline-peace-conference: PEACE CONFERENCE <box>967 613 1052 644</box>
